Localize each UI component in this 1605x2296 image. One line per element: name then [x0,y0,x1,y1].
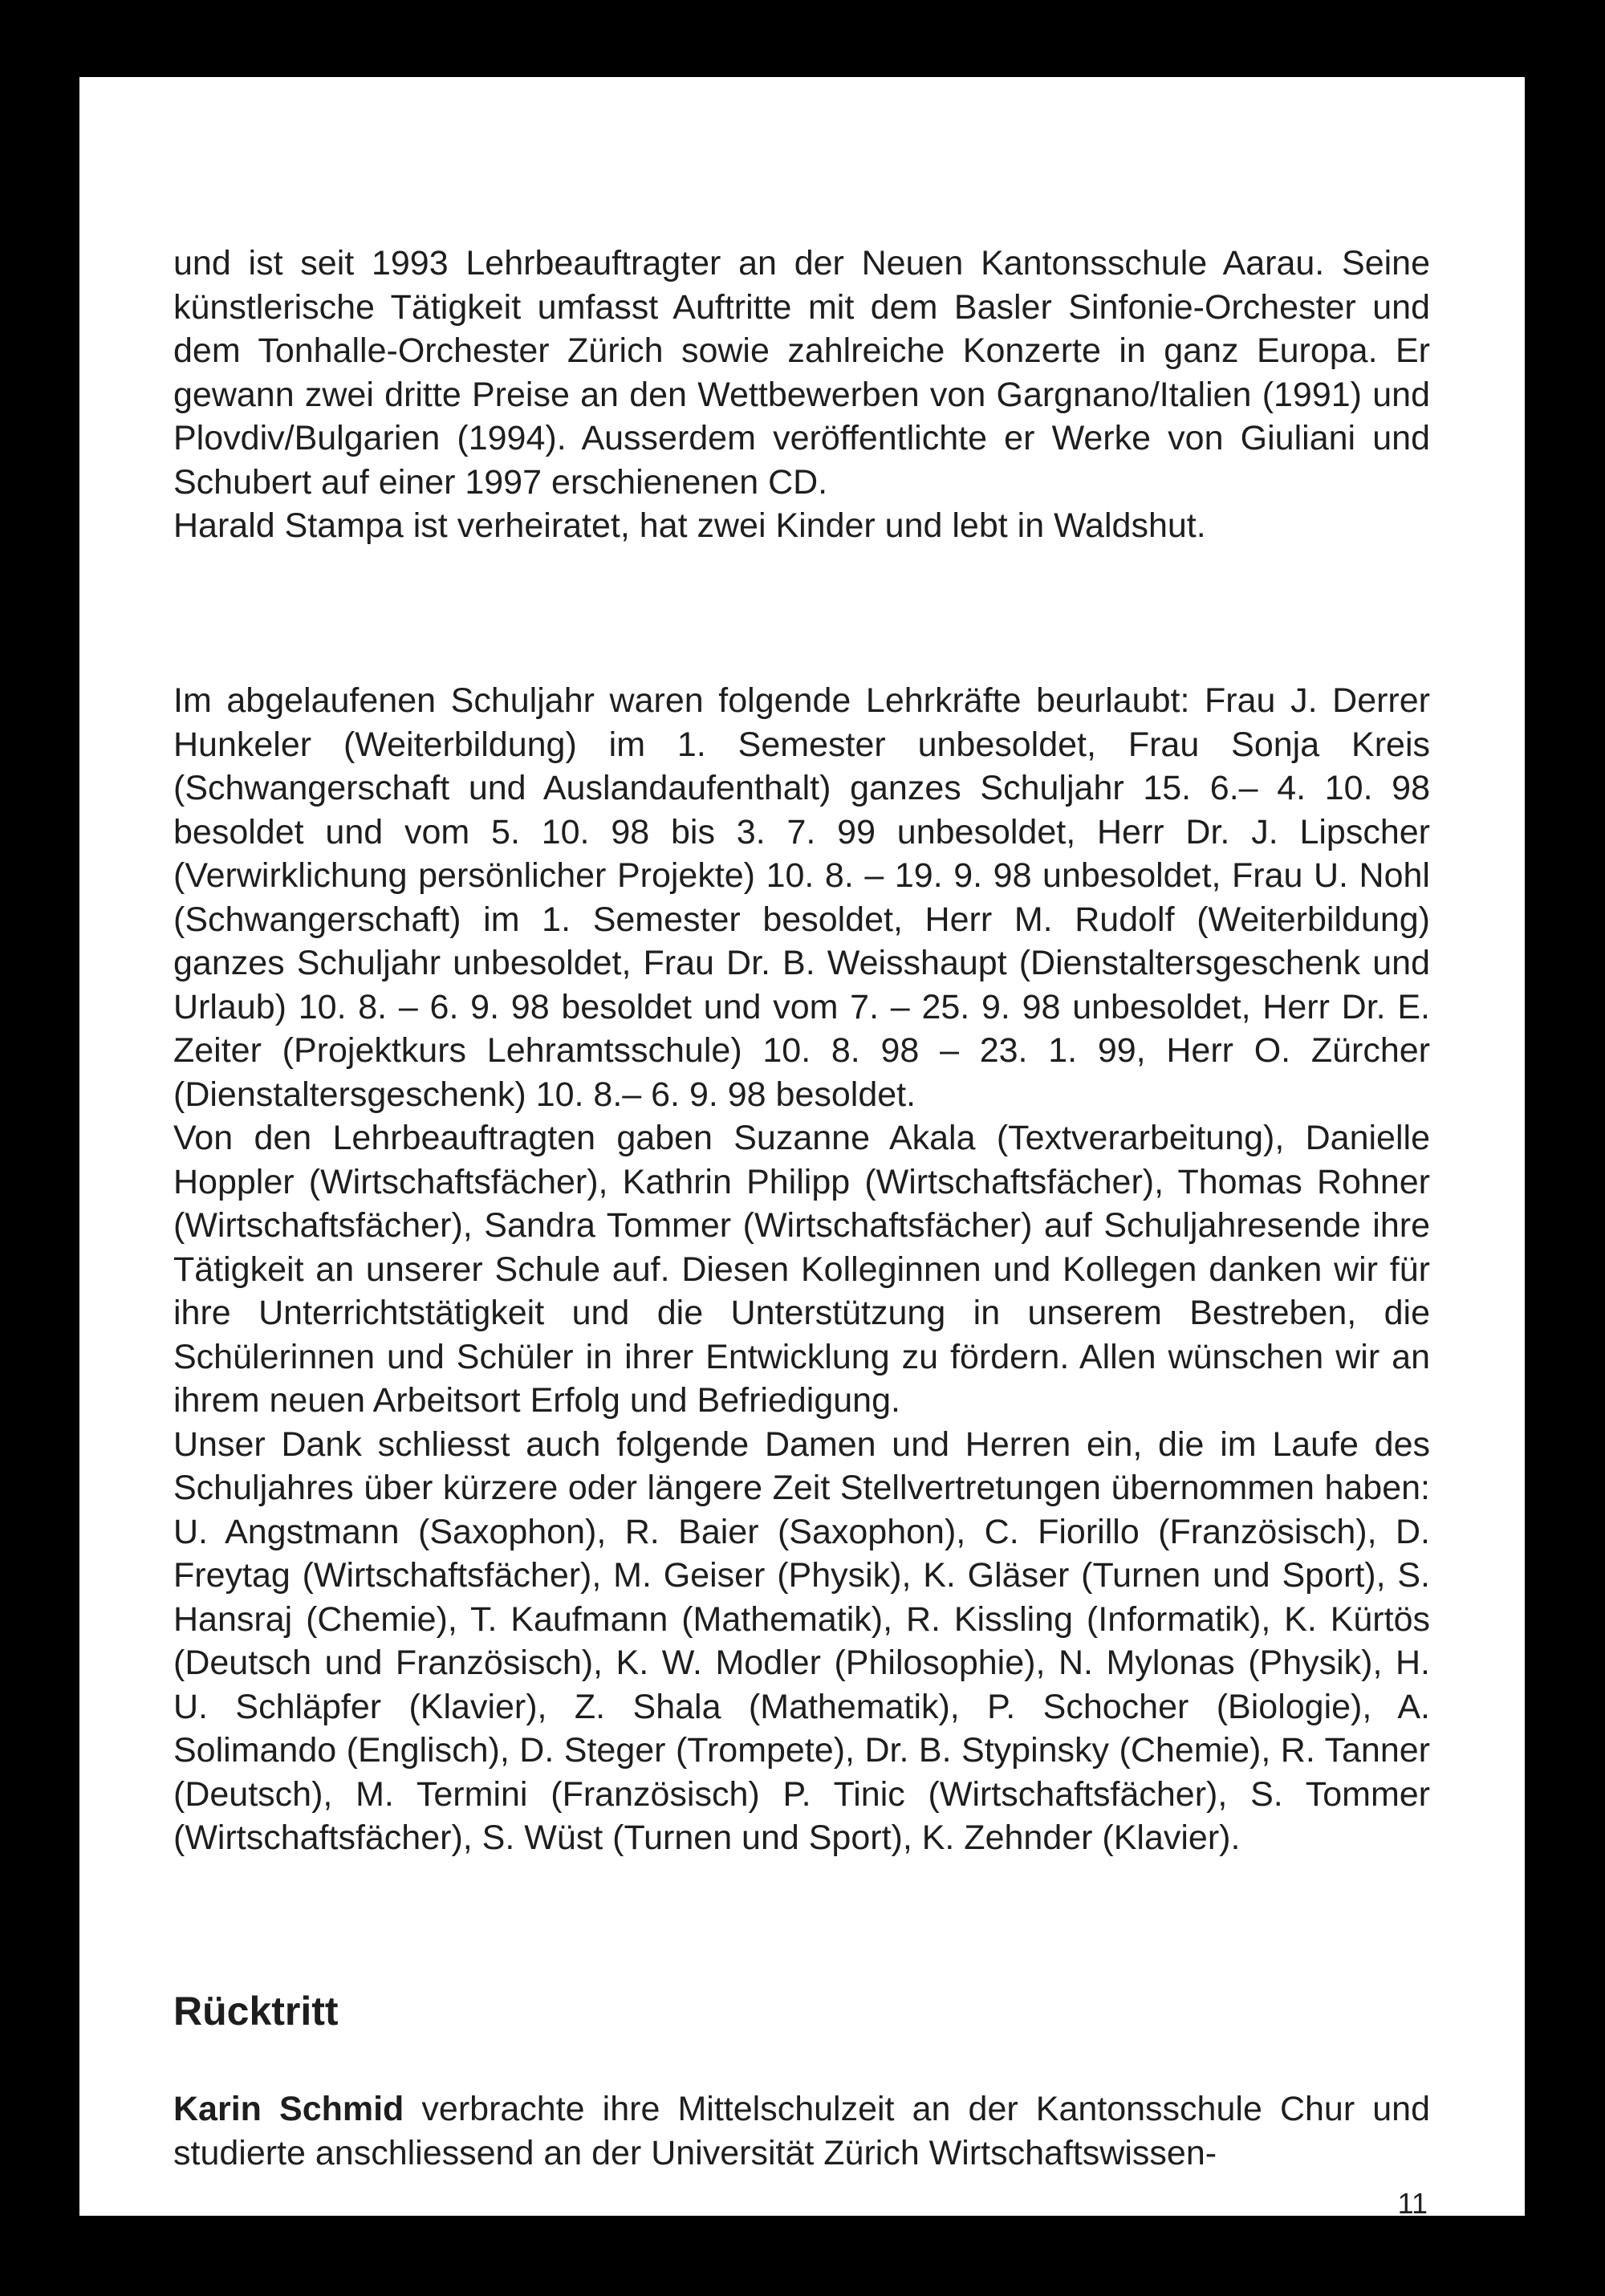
text-section-stampa [173,242,1430,548]
page-number: 11 [1397,2187,1428,2220]
paragraph-biography: und ist seit 1993 Lehrbeauftragter an der Neuen Kantonsschule Aarau. Seine künstlerische Tätigkeit umfasst Auftritte mit dem Basler Sinfonie-Orchester und dem Tonhalle-Orchester Zürich sowie zahlreiche Konzerte in ganz Europa. Er gewann zwei dritte Preise an den Wettbewerben von Gargnano/Italien (1991) und Plovdiv/Bulgarien (1994). Ausserdem veröffentlichte er Werke von Giuliani und Schubert auf einer 1997 erschienenen CD. [173,244,1430,502]
paragraph-leave: Im abgelaufenen Schuljahr waren folgende Lehrkräfte beurlaubt: Frau J. Derrer Hunkeler (Weiterbildung) im 1. Semester unbesoldet, Frau Sonja Kreis (Schwangerschaft und Auslandaufenthalt) ganzes Schuljahr 15. 6.– 4. 10. 98 besoldet und vom 5. 10. 98 bis 3. 7. 99 unbesoldet, Herr Dr. J. Lipscher (Verwirklichung persönlicher Projekte) 10. 8. – 19. 9. 98 unbesoldet, Frau U. Nohl (Schwangerschaft) im 1. Semester besoldet, Herr M. Rudolf (Weiterbildung) ganzes Schuljahr unbesoldet, Frau Dr. B. Weisshaupt (Dienstaltersgeschenk und Urlaub) 10. 8. – 6. 9. 98 besoldet und vom 7. – 25. 9. 98 unbesoldet, Herr Dr. E. Zeiter (Projektkurs Lehramtsschule) 10. 8. 98 – 23. 1. 99, Herr O. Zürcher (Dienstaltersgeschenk) 10. 8.– 6. 9. 98 besoldet. [173,681,1430,1114]
document-page [79,77,1525,2220]
paragraph-substitutes: Unser Dank schliesst auch folgende Damen und Herren ein, die im Laufe des Schuljahres über kürzere oder längere Zeit Stellvertretungen übernommen haben: U. Angstmann (Saxophon), R. Baier (Saxophon), C. Fiorillo (Französisch), D. Freytag (Wirtschaftsfächer), M. Geiser (Physik), K. Gläser (Turnen und Sport), S. Hansraj (Chemie), T. Kaufmann (Mathematik), R. Kissling (Informatik), K. Kürtös (Deutsch und Französisch), K. W. Modler (Philosophie), N. Mylonas (Physik), H. U. Schläpfer (Klavier), Z. Shala (Mathematik), P. Schocher (Biologie), A. Solimando (Englisch), D. Steger (Trompete), Dr. B. Stypinsky (Chemie), R. Tanner (Deutsch), M. Termini (Französisch) P. Tinic (Wirtschaftsfächer), S. Tommer (Wirtschaftsfächer), S. Wüst (Turnen und Sport), K. Zehnder (Klavier). [173,1424,1430,1857]
paragraph-departures: Von den Lehrbeauftragten gaben Suzanne Akala (Textverarbeitung), Danielle Hoppler (Wirtschaftsfächer), Kathrin Philipp (Wirtschaftsfächer), Thomas Rohner (Wirtschaftsfächer), Sandra Tommer (Wirtschaftsfächer) auf Schuljahresende ihre Tätigkeit an unserer Schule auf. Diesen Kolleginnen und Kollegen danken wir für ihre Unterrichtstätigkeit und die Unterstützung in unserem Bestreben, die Schülerinnen und Schüler in ihrer Entwicklung zu fördern. Allen wünschen wir an ihrem neuen Arbeitsort Erfolg und Befriedigung. [173,1119,1430,1420]
paragraph-family: Harald Stampa ist verheiratet, hat zwei Kinder und lebt in Waldshut. [173,506,1206,545]
person-name: Karin Schmid [173,2090,404,2128]
text-section-staff [173,679,1430,1860]
paragraph-resignation-text: verbrachte ihre Mittelschulzeit an der Kantonsschule Chur und studierte anschliessend an der Universität Zürich Wirtschaftswissen- [173,2090,1430,2172]
paragraph-resignation [173,2087,1430,2175]
section-heading: Rücktritt [173,1989,339,2034]
